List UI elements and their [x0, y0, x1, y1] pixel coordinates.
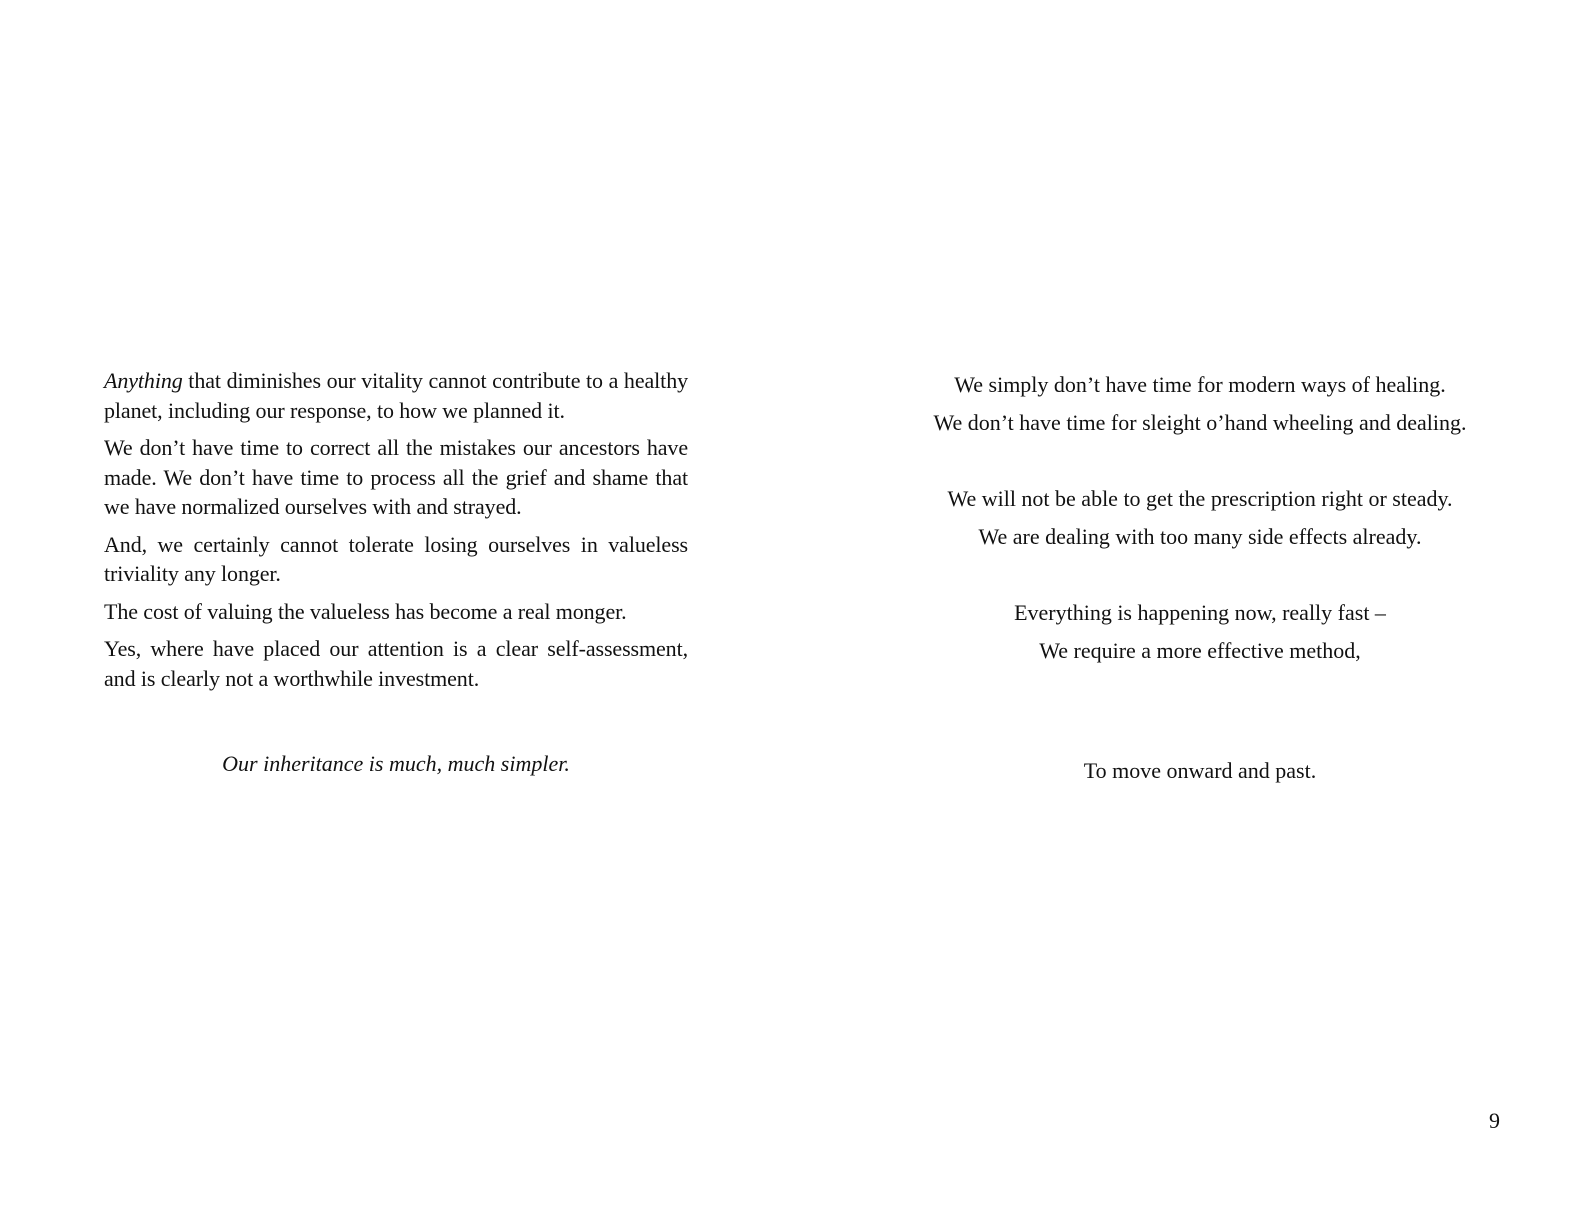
verse-line: We are dealing with too many side effects already.: [978, 524, 1422, 549]
paragraph-4: The cost of valuing the valueless has become a real monger.: [104, 598, 627, 624]
verse-line: We don’t have time for sleight o’hand wheeling and dealing.: [933, 410, 1467, 435]
paragraph-3: And, we certainly cannot tolerate losing ourselves in valueless triviality any longer.: [104, 531, 688, 586]
paragraph-2: We don’t have time to correct all the mistakes our ancestors have made. We don’t have time to process all the grief and shame that we have normalized ourselves with and strayed.: [104, 435, 688, 519]
paragraph-5: Yes, where have placed our attention is a clear self-assessment, and is clearly not a worthwhile investment.: [104, 636, 688, 691]
emphasized-word: Anything: [104, 368, 183, 393]
verse-line: Everything is happening now, really fast –: [1014, 600, 1386, 625]
stanza: [900, 594, 1500, 670]
paragraph-1-body: that diminishes our vitality cannot contribute to a healthy planet, including our response, to how we planned it.: [104, 368, 688, 423]
stanza: [900, 480, 1500, 556]
final-verse-line: To move onward and past.: [1083, 758, 1317, 783]
left-column-text: [104, 366, 688, 693]
verse-line: We require a more effective method,: [1039, 638, 1361, 663]
right-column-verse: [900, 366, 1500, 670]
page-number: 9: [1489, 1108, 1500, 1133]
stanza: [900, 366, 1500, 442]
closing-italic-line: Our inheritance is much, much simpler.: [222, 751, 570, 776]
verse-line: We simply don’t have time for modern ways of healing.: [954, 372, 1446, 397]
paragraph-1: [104, 366, 688, 425]
verse-line: We will not be able to get the prescription right or steady.: [947, 486, 1453, 511]
